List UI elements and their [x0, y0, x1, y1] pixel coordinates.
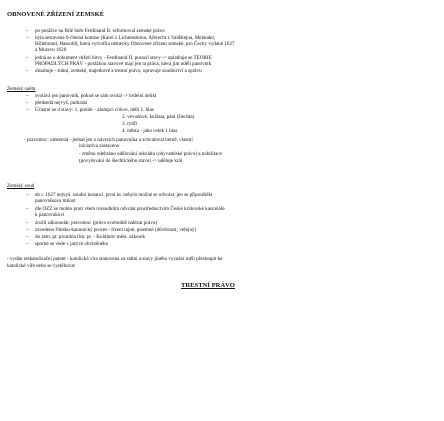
- footer-note: - vydán reskatolizační patent - katolická víra stanovena za státní a stavy jiného vyznání měli přestoupit ke: [7, 256, 223, 262]
- bullet-dash: –: [26, 192, 29, 198]
- soud-line: panovníkova milost: [35, 198, 76, 204]
- soud-line: zrušil zákonodár. pravomoc (právo svobodně nalézat právo): [35, 220, 158, 226]
- bullet-dash: –: [26, 100, 29, 106]
- snem-pravomoc: iniciativa zastavena: [79, 143, 120, 149]
- bullet-dash: –: [26, 234, 29, 240]
- intro-line: obsahuje - státní, zemské, majetkové a trestní právo, upravuje soudnictví a správu: [35, 68, 202, 74]
- intro-line: jedná se o dokument vítězů bitvy - Ferdinand II. porazil stavy -> uplatňuje se TEORIE: [35, 55, 212, 61]
- bullet-dash: –: [26, 227, 29, 233]
- section-heading-soud: Zemský soud: [7, 183, 35, 189]
- bullet-dash: –: [26, 55, 29, 61]
- intro-line: Hillebrand, Hassold), která vytvořila německy Obnovené zřízení zemské, pro Čechy vydané 1627: [35, 41, 235, 47]
- bullet-dash: –: [26, 241, 29, 247]
- soud-line: k panovníkovi: [35, 212, 65, 218]
- intro-line: a Moravu 1628: [35, 47, 67, 53]
- soud-line: sporné se vede v jazyce obviněného: [35, 241, 109, 247]
- snem-pravomoc: - pravomoc: omezená - jednal jen o návrzích panovníka a schvaloval berně, vlastní: [24, 137, 193, 143]
- bullet-dash: –: [26, 93, 29, 99]
- bullet-dash: –: [26, 68, 29, 74]
- snem-line: předsedá nejvyš. purkrabí: [35, 100, 88, 106]
- snem-line: Účastní se 4 stavy: 1. preláti - zástupci církve, měli 1. hlas: [35, 107, 154, 113]
- soud-line: dle OZZ se mohlo proti všem rozsudkům odvolat prostřednictvím České královské kanceláře: [35, 206, 225, 212]
- intro-line: byla sestavena 6-členná komise (Karel z Lichtensteinu, Albrecht z Valdštejna, Melander,: [35, 35, 216, 41]
- bullet-dash: –: [26, 35, 29, 41]
- section-heading-snem: Zemský sněm: [7, 86, 36, 92]
- snem-line: 2. vévodové, knížata, páni (šlechta): [122, 114, 195, 120]
- bullet-dash: –: [26, 206, 29, 212]
- soud-line: do r. 1627 nejvyš. soudní instancí, proti kt. nebylo možné se odvolat, jen se připouštěla: [35, 192, 213, 198]
- snem-line: svolává jen panovník, pokud se sám svolal -> hrdelní delikt: [35, 93, 157, 99]
- intro-line: po porážce na Bílé hoře Ferdinand II. reformoval zemské právo: [35, 28, 165, 34]
- soud-line: zavedeno římsko-kanonický proces - řízení tajné, písemné (důvěrnost, veřejný): [35, 227, 197, 233]
- section-title-trestni-pravo: TRESTNÍ PRÁVO: [181, 282, 235, 289]
- bullet-dash: –: [26, 107, 29, 113]
- snem-line: 4. města - jako celek 1 hlas: [122, 128, 178, 134]
- snem-pravomoc: (povyšování do šlechtického stavu) -> uděluje král: [79, 158, 183, 164]
- bullet-dash: –: [26, 220, 29, 226]
- snem-pravomoc: - změnu odebráno udělování inkolátu (obyvatelské právo) a nobilitace: [79, 151, 222, 157]
- footer-note: katolické víře nebo se vystěhovat: [7, 263, 75, 269]
- soud-line: do zem. pr. pronikla řím. pr. - Koldínův měst. zákoník: [35, 234, 146, 240]
- document-title: OBNOVENÉ ZŘÍZENÍ ZEMSKÉ: [7, 11, 105, 18]
- intro-line: PROPADLÝCH PRÁV - porážkou stavové mají jen ta práva, která jim udělí panovník: [35, 61, 212, 67]
- bullet-dash: –: [26, 28, 29, 34]
- snem-line: 3. rytíři: [122, 121, 138, 127]
